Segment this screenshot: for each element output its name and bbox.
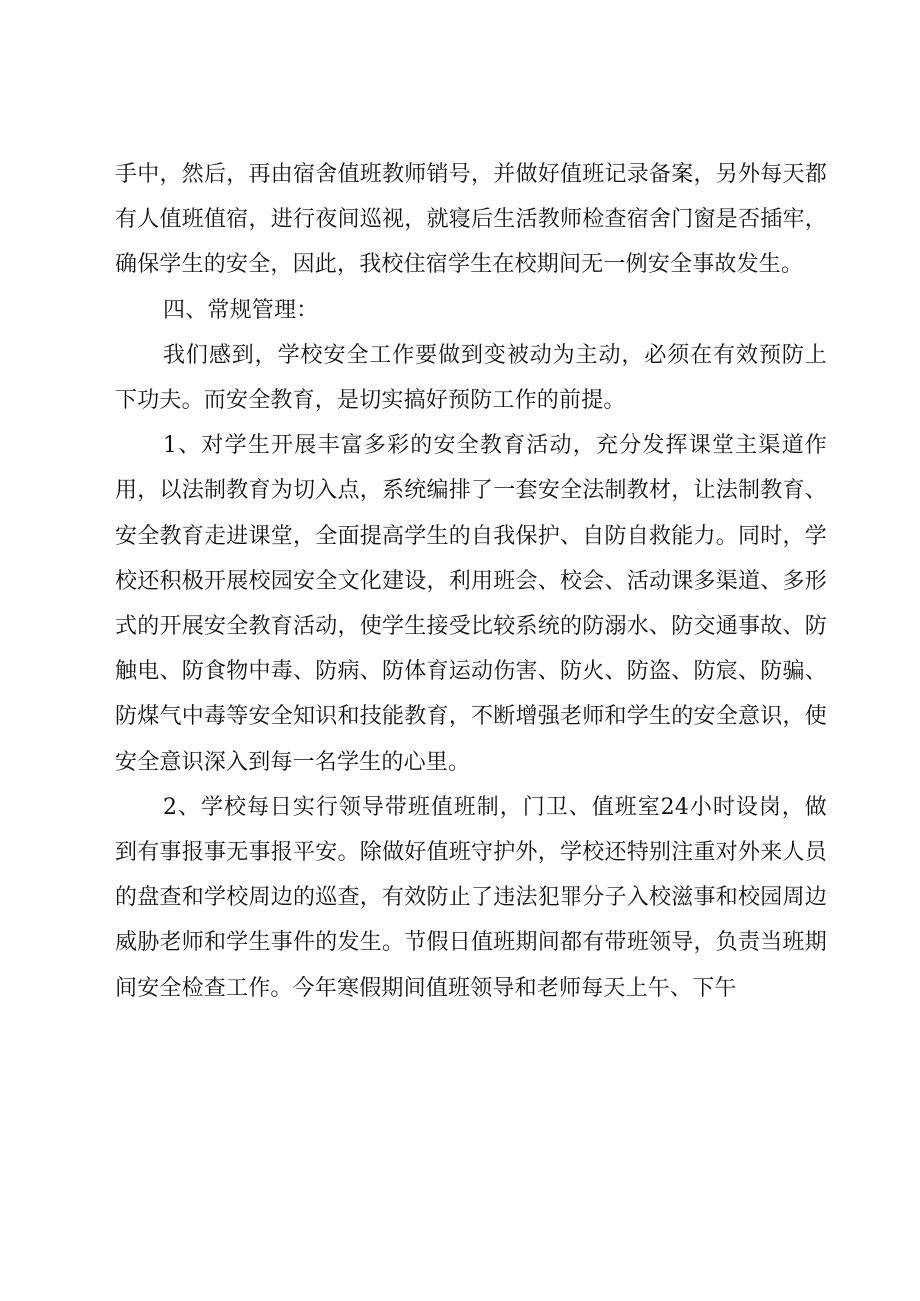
paragraph-intro: 我们感到，学校安全工作要做到变被动为主动，必须在有效预防上下功夫。而安全教育，是切实搞好预防工作的前提。	[115, 342, 827, 414]
section-heading: 四、常规管理：	[163, 297, 319, 323]
document-body	[115, 152, 827, 1011]
paragraph-item-1: 1、对学生开展丰富多彩的安全教育活动，充分发挥课堂主渠道作用，以法制教育为切入点，系统编排了一套安全法制教材，让法制教育、安全教育走进课堂，全面提高学生的自我保护、自防自救能力。同时，学校还积极开展校园安全文化建设，利用班会、校会、活动课多渠道、多形式的开展安全教育活动，使学生接受比较系统的防溺水、防交通事故、防触电、防食物中毒、防病、防体育运动伤害、防火、防盗、防宸、防骗、防煤气中毒等安全知识和技能教育，不断增强老师和学生的安全意识，使安全意识深入到每一名学生的心里。	[115, 433, 827, 775]
paragraph-item-2: 2、学校每日实行领导带班值班制，门卫、值班室24小时设岗，做到有事报事无事报平安。除做好值班守护外，学校还特别注重对外来人员的盘查和学校周边的巡查，有效防止了违法犯罪分子入校滋事和校园周边威胁老师和学生事件的发生。节假日值班期间都有带班领导，负责当班期间安全检查工作。今年寒假期间值班领导和老师每天上午、下午	[115, 794, 827, 1001]
paragraph-continuation: 手中，然后，再由宿舍值班教师销号，并做好值班记录备案，另外每天都有人值班值宿，进行夜间巡视，就寝后生活教师检查宿舍门窗是否插牢，确保学生的安全，因此，我校住宿学生在校期间无一例安全事故发生。	[115, 162, 827, 278]
